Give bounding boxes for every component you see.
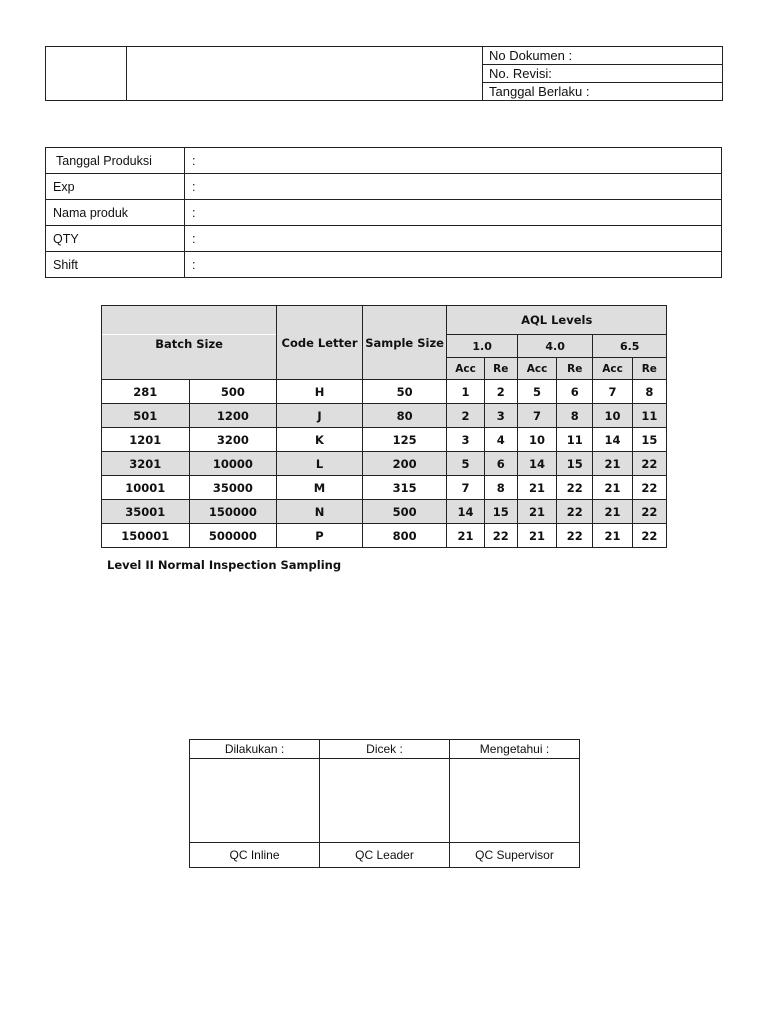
info-row [46, 252, 722, 278]
table-caption: Level II Normal Inspection Sampling [107, 558, 342, 572]
aql-cell: 6 [484, 452, 517, 476]
tanggal-berlaku: Tanggal Berlaku : [483, 83, 723, 101]
aql-cell: 14 [447, 500, 484, 524]
info-label: QTY [46, 226, 185, 252]
signature-box[interactable] [190, 759, 320, 843]
re-header: Re [632, 358, 666, 380]
aql-cell: 150001 [102, 524, 190, 548]
signature-table [189, 739, 580, 868]
aql-cell: 21 [517, 500, 556, 524]
aql-cell: 281 [102, 380, 190, 404]
aql-level-6-5: 6.5 [593, 335, 667, 358]
info-row [46, 226, 722, 252]
aql-row [102, 524, 667, 548]
no-revisi: No. Revisi: [483, 65, 723, 83]
aql-cell: 1201 [102, 428, 190, 452]
info-label: Tanggal Produksi [46, 148, 185, 174]
sig-role-qc-supervisor: QC Supervisor [450, 843, 580, 868]
sig-role-qc-inline: QC Inline [190, 843, 320, 868]
info-label: Shift [46, 252, 185, 278]
aql-row [102, 380, 667, 404]
aql-cell: 8 [484, 476, 517, 500]
info-value[interactable]: : [185, 252, 722, 278]
aql-cell: 200 [362, 452, 447, 476]
aql-cell: 6 [557, 380, 593, 404]
aql-cell: 21 [593, 500, 632, 524]
aql-cell: 5 [447, 452, 484, 476]
aql-cell: 21 [593, 524, 632, 548]
batch-size-header-top [102, 306, 277, 335]
info-row [46, 174, 722, 200]
aql-level-4-0: 4.0 [517, 335, 593, 358]
signature-box[interactable] [450, 759, 580, 843]
acc-header: Acc [593, 358, 632, 380]
aql-cell: 8 [557, 404, 593, 428]
aql-cell: 21 [517, 476, 556, 500]
no-dokumen: No Dokumen : [483, 47, 723, 65]
aql-cell: 22 [632, 452, 666, 476]
aql-cell: 15 [632, 428, 666, 452]
aql-cell: 315 [362, 476, 447, 500]
aql-cell: 3 [447, 428, 484, 452]
signature-box[interactable] [320, 759, 450, 843]
document-header-table [45, 46, 723, 101]
aql-cell: 1 [447, 380, 484, 404]
aql-cell: 10000 [189, 452, 277, 476]
aql-cell: 7 [593, 380, 632, 404]
aql-cell: 3 [484, 404, 517, 428]
aql-cell: 2 [447, 404, 484, 428]
aql-cell: 21 [517, 524, 556, 548]
aql-cell: 11 [632, 404, 666, 428]
aql-cell: 7 [447, 476, 484, 500]
aql-cell: 14 [517, 452, 556, 476]
info-value[interactable]: : [185, 200, 722, 226]
aql-cell: 2 [484, 380, 517, 404]
aql-cell: 500000 [189, 524, 277, 548]
info-value[interactable]: : [185, 148, 722, 174]
aql-cell: 500 [362, 500, 447, 524]
aql-cell: 11 [557, 428, 593, 452]
aql-cell: 80 [362, 404, 447, 428]
aql-level-1-0: 1.0 [447, 335, 517, 358]
aql-cell: 800 [362, 524, 447, 548]
aql-cell: 7 [517, 404, 556, 428]
sig-head-dicek: Dicek : [320, 740, 450, 759]
aql-row [102, 452, 667, 476]
aql-cell: 10 [593, 404, 632, 428]
aql-cell: K [277, 428, 363, 452]
info-row [46, 200, 722, 226]
aql-cell: 35000 [189, 476, 277, 500]
aql-sampling-table [101, 305, 667, 548]
aql-cell: 15 [484, 500, 517, 524]
aql-cell: 22 [632, 524, 666, 548]
aql-cell: 125 [362, 428, 447, 452]
aql-cell: 22 [632, 476, 666, 500]
aql-row [102, 428, 667, 452]
aql-cell: 22 [557, 524, 593, 548]
info-value[interactable]: : [185, 226, 722, 252]
re-header: Re [484, 358, 517, 380]
aql-cell: 4 [484, 428, 517, 452]
re-header: Re [557, 358, 593, 380]
aql-cell: 3200 [189, 428, 277, 452]
aql-cell: 501 [102, 404, 190, 428]
aql-cell: L [277, 452, 363, 476]
aql-cell: 22 [557, 476, 593, 500]
aql-cell: 150000 [189, 500, 277, 524]
aql-cell: 22 [557, 500, 593, 524]
aql-cell: 35001 [102, 500, 190, 524]
aql-cell: 14 [593, 428, 632, 452]
info-label: Exp [46, 174, 185, 200]
aql-cell: P [277, 524, 363, 548]
aql-cell: 50 [362, 380, 447, 404]
acc-header: Acc [517, 358, 556, 380]
aql-cell: M [277, 476, 363, 500]
aql-cell: 3201 [102, 452, 190, 476]
batch-size-header: Batch Size [102, 335, 277, 380]
title-cell [127, 47, 483, 101]
logo-cell [46, 47, 127, 101]
aql-cell: 10001 [102, 476, 190, 500]
aql-cell: 1200 [189, 404, 277, 428]
acc-header: Acc [447, 358, 484, 380]
aql-cell: 10 [517, 428, 556, 452]
info-label: Nama produk [46, 200, 185, 226]
aql-cell: 21 [593, 452, 632, 476]
aql-cell: 15 [557, 452, 593, 476]
aql-cell: 500 [189, 380, 277, 404]
production-info-table [45, 147, 722, 278]
aql-cell: 5 [517, 380, 556, 404]
aql-cell: 8 [632, 380, 666, 404]
code-letter-header: Code Letter [277, 306, 363, 380]
aql-levels-header: AQL Levels [447, 306, 667, 335]
aql-cell: 22 [632, 500, 666, 524]
aql-row [102, 500, 667, 524]
aql-cell: 22 [484, 524, 517, 548]
aql-row [102, 404, 667, 428]
info-value[interactable]: : [185, 174, 722, 200]
aql-row [102, 476, 667, 500]
aql-cell: N [277, 500, 363, 524]
sample-size-header: Sample Size [362, 306, 447, 380]
sig-role-qc-leader: QC Leader [320, 843, 450, 868]
sig-head-dilakukan: Dilakukan : [190, 740, 320, 759]
info-row [46, 148, 722, 174]
aql-cell: H [277, 380, 363, 404]
sig-head-mengetahui: Mengetahui : [450, 740, 580, 759]
aql-cell: 21 [447, 524, 484, 548]
aql-cell: J [277, 404, 363, 428]
aql-cell: 21 [593, 476, 632, 500]
